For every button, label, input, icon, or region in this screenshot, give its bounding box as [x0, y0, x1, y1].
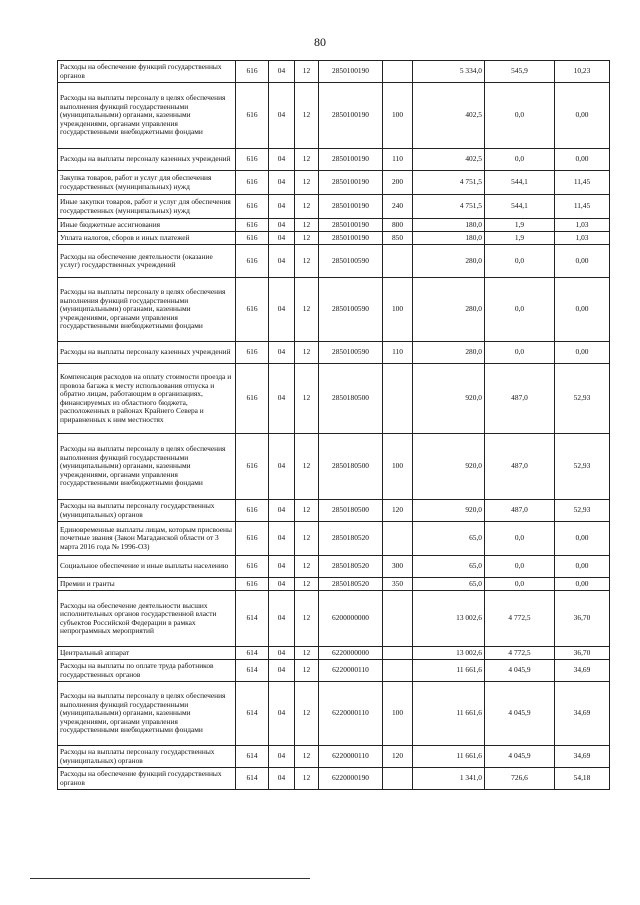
executed-amount: 4 772,5	[485, 647, 555, 660]
subsection-code: 12	[295, 660, 319, 682]
execution-percent: 0,00	[555, 556, 610, 578]
expense-type-code	[383, 364, 413, 434]
target-article-code: 2850180500	[319, 434, 383, 500]
row-name: Расходы на выплаты персоналу в целях обеспечения выполнения функций государственными (муниципальными) органами, казенными учреждениями, органами управления государственными внебюджетными фондами	[58, 682, 236, 746]
target-article-code: 2850180520	[319, 522, 383, 556]
planned-amount: 280,0	[413, 245, 485, 278]
subsection-code: 12	[295, 768, 319, 790]
target-article-code: 2850100190	[319, 195, 383, 219]
execution-percent: 34,69	[555, 746, 610, 768]
row-name: Расходы на выплаты персоналу в целях обеспечения выполнения функций государственными (муниципальными) органами, казенными учреждениями, органами управления государственными внебюджетными фондами	[58, 83, 236, 149]
target-article-code: 6220000000	[319, 647, 383, 660]
execution-percent: 0,00	[555, 522, 610, 556]
section-code: 04	[269, 768, 295, 790]
table-row	[58, 195, 610, 219]
expense-type-code: 110	[383, 149, 413, 171]
executed-amount: 0,0	[485, 245, 555, 278]
table-row	[58, 578, 610, 591]
expense-type-code: 300	[383, 556, 413, 578]
table-row	[58, 61, 610, 83]
row-name: Расходы на выплаты персоналу в целях обеспечения выполнения функций государственными (муниципальными) органами, казенными учреждениями, органами управления государственными внебюджетными фондами	[58, 278, 236, 342]
execution-percent: 0,00	[555, 578, 610, 591]
executed-amount: 4 045,9	[485, 746, 555, 768]
dept-code: 616	[236, 434, 269, 500]
execution-percent: 52,93	[555, 364, 610, 434]
subsection-code: 12	[295, 647, 319, 660]
table-row	[58, 278, 610, 342]
dept-code: 614	[236, 682, 269, 746]
target-article-code: 6220000110	[319, 660, 383, 682]
execution-percent: 0,00	[555, 342, 610, 364]
section-code: 04	[269, 232, 295, 245]
section-code: 04	[269, 647, 295, 660]
executed-amount: 0,0	[485, 556, 555, 578]
section-code: 04	[269, 591, 295, 647]
section-code: 04	[269, 500, 295, 522]
planned-amount: 920,0	[413, 500, 485, 522]
dept-code: 616	[236, 364, 269, 434]
row-name: Компенсация расходов на оплату стоимости проезда и провоза багажа к месту использования отпуска и обратно лицам, работающим в организациях, финансируемых из областного бюджета, расположенных в районах Крайнего Севера и приравненных к ним местностях	[58, 364, 236, 434]
planned-amount: 402,5	[413, 149, 485, 171]
target-article-code: 2850100590	[319, 245, 383, 278]
target-article-code: 2850100190	[319, 149, 383, 171]
execution-percent: 0,00	[555, 149, 610, 171]
table-row	[58, 434, 610, 500]
table-row	[58, 556, 610, 578]
expense-type-code: 100	[383, 434, 413, 500]
planned-amount: 280,0	[413, 278, 485, 342]
subsection-code: 12	[295, 278, 319, 342]
section-code: 04	[269, 171, 295, 195]
executed-amount: 1,9	[485, 219, 555, 232]
table-row	[58, 660, 610, 682]
table-row	[58, 500, 610, 522]
target-article-code: 6220000110	[319, 682, 383, 746]
expense-type-code: 200	[383, 171, 413, 195]
table-row	[58, 768, 610, 790]
table-row	[58, 364, 610, 434]
subsection-code: 12	[295, 342, 319, 364]
execution-percent: 34,69	[555, 660, 610, 682]
dept-code: 616	[236, 522, 269, 556]
executed-amount: 544,1	[485, 195, 555, 219]
expense-type-code: 120	[383, 500, 413, 522]
dept-code: 616	[236, 149, 269, 171]
dept-code: 616	[236, 500, 269, 522]
table-row	[58, 219, 610, 232]
table-row	[58, 171, 610, 195]
dept-code: 614	[236, 768, 269, 790]
row-name: Расходы на выплаты персоналу в целях обеспечения выполнения функций государственными (муниципальными) органами, казенными учреждениями, органами управления государственными внебюджетными фондами	[58, 434, 236, 500]
expense-type-code	[383, 61, 413, 83]
executed-amount: 0,0	[485, 278, 555, 342]
subsection-code: 12	[295, 364, 319, 434]
execution-percent: 52,93	[555, 434, 610, 500]
target-article-code: 2850100590	[319, 278, 383, 342]
expense-type-code: 120	[383, 746, 413, 768]
section-code: 04	[269, 578, 295, 591]
expense-type-code: 100	[383, 83, 413, 149]
target-article-code: 6220000190	[319, 768, 383, 790]
row-name: Расходы на выплаты по оплате труда работников государственных органов	[58, 660, 236, 682]
section-code: 04	[269, 746, 295, 768]
execution-percent: 1,03	[555, 232, 610, 245]
subsection-code: 12	[295, 171, 319, 195]
execution-percent: 34,69	[555, 682, 610, 746]
executed-amount: 1,9	[485, 232, 555, 245]
target-article-code: 6220000110	[319, 746, 383, 768]
table-row	[58, 232, 610, 245]
planned-amount: 65,0	[413, 556, 485, 578]
table-row	[58, 682, 610, 746]
planned-amount: 11 661,6	[413, 682, 485, 746]
dept-code: 614	[236, 660, 269, 682]
expense-type-code	[383, 245, 413, 278]
executed-amount: 0,0	[485, 342, 555, 364]
section-code: 04	[269, 195, 295, 219]
table-row	[58, 591, 610, 647]
target-article-code: 6200000000	[319, 591, 383, 647]
section-code: 04	[269, 245, 295, 278]
execution-percent: 0,00	[555, 278, 610, 342]
subsection-code: 12	[295, 591, 319, 647]
target-article-code: 2850100190	[319, 83, 383, 149]
table-row	[58, 149, 610, 171]
expense-type-code: 240	[383, 195, 413, 219]
row-name: Расходы на обеспечение деятельности высших исполнительных органов государственной власти субъектов Российской Федерации в рамках непрограммных мероприятий	[58, 591, 236, 647]
expense-type-code: 110	[383, 342, 413, 364]
dept-code: 614	[236, 746, 269, 768]
execution-percent: 0,00	[555, 83, 610, 149]
expense-type-code	[383, 660, 413, 682]
execution-percent: 11,45	[555, 171, 610, 195]
row-name: Расходы на обеспечение функций государственных органов	[58, 61, 236, 83]
section-code: 04	[269, 61, 295, 83]
subsection-code: 12	[295, 149, 319, 171]
execution-percent: 54,18	[555, 768, 610, 790]
dept-code: 616	[236, 219, 269, 232]
executed-amount: 487,0	[485, 434, 555, 500]
planned-amount: 65,0	[413, 578, 485, 591]
planned-amount: 920,0	[413, 364, 485, 434]
expense-type-code	[383, 522, 413, 556]
row-name: Единовременные выплаты лицам, которым присвоены почетные звания (Закон Магаданской области от 3 марта 2016 года № 1996-ОЗ)	[58, 522, 236, 556]
planned-amount: 5 334,0	[413, 61, 485, 83]
dept-code: 616	[236, 278, 269, 342]
table-row	[58, 83, 610, 149]
planned-amount: 180,0	[413, 219, 485, 232]
subsection-code: 12	[295, 556, 319, 578]
subsection-code: 12	[295, 682, 319, 746]
row-name: Расходы на обеспечение деятельности (оказание услуг) государственных учреждений	[58, 245, 236, 278]
dept-code: 616	[236, 342, 269, 364]
table-row	[58, 647, 610, 660]
planned-amount: 402,5	[413, 83, 485, 149]
target-article-code: 2850100190	[319, 171, 383, 195]
row-name: Иные закупки товаров, работ и услуг для обеспечения государственных (муниципальных) нужд	[58, 195, 236, 219]
executed-amount: 0,0	[485, 522, 555, 556]
execution-percent: 0,00	[555, 245, 610, 278]
planned-amount: 280,0	[413, 342, 485, 364]
expense-type-code	[383, 591, 413, 647]
planned-amount: 4 751,5	[413, 195, 485, 219]
dept-code: 616	[236, 578, 269, 591]
subsection-code: 12	[295, 83, 319, 149]
row-name: Центральный аппарат	[58, 647, 236, 660]
execution-percent: 36,70	[555, 591, 610, 647]
subsection-code: 12	[295, 245, 319, 278]
executed-amount: 487,0	[485, 364, 555, 434]
dept-code: 616	[236, 171, 269, 195]
dept-code: 616	[236, 83, 269, 149]
target-article-code: 2850100190	[319, 219, 383, 232]
target-article-code: 2850180520	[319, 556, 383, 578]
planned-amount: 13 002,6	[413, 591, 485, 647]
subsection-code: 12	[295, 746, 319, 768]
planned-amount: 65,0	[413, 522, 485, 556]
execution-percent: 1,03	[555, 219, 610, 232]
target-article-code: 2850100590	[319, 342, 383, 364]
subsection-code: 12	[295, 522, 319, 556]
section-code: 04	[269, 660, 295, 682]
budget-table	[57, 60, 610, 790]
dept-code: 616	[236, 232, 269, 245]
executed-amount: 4 045,9	[485, 660, 555, 682]
dept-code: 616	[236, 556, 269, 578]
table-row	[58, 746, 610, 768]
row-name: Расходы на обеспечение функций государственных органов	[58, 768, 236, 790]
row-name: Расходы на выплаты персоналу казенных учреждений	[58, 342, 236, 364]
subsection-code: 12	[295, 219, 319, 232]
expense-type-code: 350	[383, 578, 413, 591]
planned-amount: 180,0	[413, 232, 485, 245]
target-article-code: 2850180520	[319, 578, 383, 591]
subsection-code: 12	[295, 434, 319, 500]
row-name: Закупка товаров, работ и услуг для обеспечения государственных (муниципальных) нужд	[58, 171, 236, 195]
executed-amount: 4 772,5	[485, 591, 555, 647]
row-name: Премии и гранты	[58, 578, 236, 591]
dept-code: 616	[236, 245, 269, 278]
section-code: 04	[269, 149, 295, 171]
planned-amount: 11 661,6	[413, 660, 485, 682]
section-code: 04	[269, 556, 295, 578]
section-code: 04	[269, 682, 295, 746]
row-name: Расходы на выплаты персоналу казенных учреждений	[58, 149, 236, 171]
executed-amount: 0,0	[485, 149, 555, 171]
section-code: 04	[269, 83, 295, 149]
executed-amount: 0,0	[485, 578, 555, 591]
row-name: Иные бюджетные ассигнования	[58, 219, 236, 232]
planned-amount: 920,0	[413, 434, 485, 500]
execution-percent: 10,23	[555, 61, 610, 83]
expense-type-code: 100	[383, 278, 413, 342]
row-name: Расходы на выплаты персоналу государственных (муниципальных) органов	[58, 500, 236, 522]
executed-amount: 4 045,9	[485, 682, 555, 746]
target-article-code: 2850100190	[319, 61, 383, 83]
row-name: Уплата налогов, сборов и иных платежей	[58, 232, 236, 245]
section-code: 04	[269, 364, 295, 434]
expense-type-code: 100	[383, 682, 413, 746]
executed-amount: 726,6	[485, 768, 555, 790]
subsection-code: 12	[295, 61, 319, 83]
executed-amount: 487,0	[485, 500, 555, 522]
target-article-code: 2850180500	[319, 500, 383, 522]
target-article-code: 2850180500	[319, 364, 383, 434]
subsection-code: 12	[295, 578, 319, 591]
execution-percent: 52,93	[555, 500, 610, 522]
expense-type-code: 800	[383, 219, 413, 232]
row-name: Расходы на выплаты персоналу государственных (муниципальных) органов	[58, 746, 236, 768]
dept-code: 614	[236, 647, 269, 660]
executed-amount: 0,0	[485, 83, 555, 149]
expense-type-code: 850	[383, 232, 413, 245]
execution-percent: 36,70	[555, 647, 610, 660]
planned-amount: 1 341,0	[413, 768, 485, 790]
page-number: 80	[314, 35, 326, 49]
executed-amount: 545,9	[485, 61, 555, 83]
section-code: 04	[269, 342, 295, 364]
section-code: 04	[269, 434, 295, 500]
table-row	[58, 245, 610, 278]
table-row	[58, 342, 610, 364]
expense-type-code	[383, 647, 413, 660]
row-name: Социальное обеспечение и иные выплаты населению	[58, 556, 236, 578]
subsection-code: 12	[295, 500, 319, 522]
section-code: 04	[269, 522, 295, 556]
subsection-code: 12	[295, 232, 319, 245]
planned-amount: 11 661,6	[413, 746, 485, 768]
dept-code: 614	[236, 591, 269, 647]
section-code: 04	[269, 219, 295, 232]
subsection-code: 12	[295, 195, 319, 219]
target-article-code: 2850100190	[319, 232, 383, 245]
executed-amount: 544,1	[485, 171, 555, 195]
table-row	[58, 522, 610, 556]
expense-type-code	[383, 768, 413, 790]
planned-amount: 13 002,6	[413, 647, 485, 660]
section-code: 04	[269, 278, 295, 342]
planned-amount: 4 751,5	[413, 171, 485, 195]
footer-rule	[30, 878, 310, 879]
execution-percent: 11,45	[555, 195, 610, 219]
dept-code: 616	[236, 195, 269, 219]
dept-code: 616	[236, 61, 269, 83]
